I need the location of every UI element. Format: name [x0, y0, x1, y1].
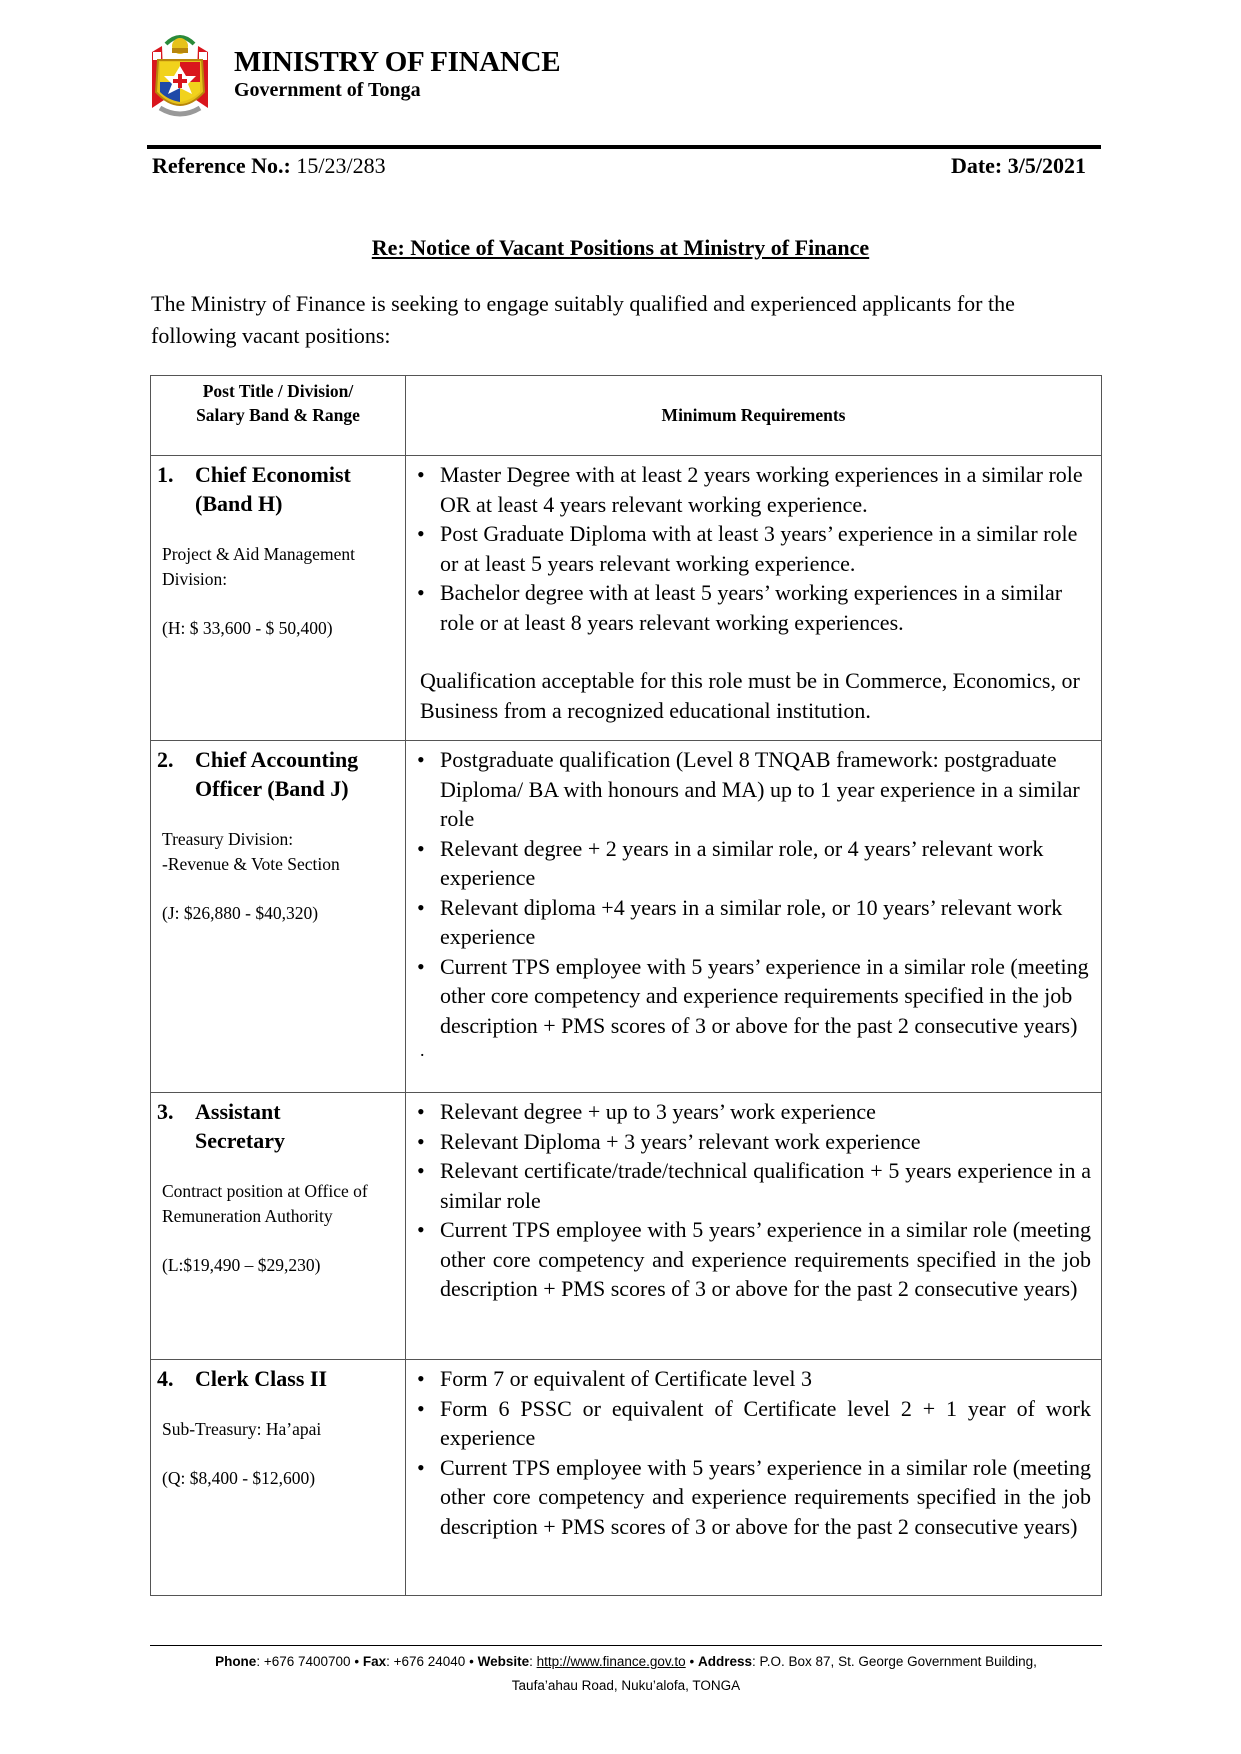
vacancies-table — [150, 375, 1102, 1596]
footer-line2: Taufa’ahau Road, Nuku’alofa, TONGA — [511, 1678, 741, 1693]
qualification-note: Qualification acceptable for this role must be in Commerce, Economics, or Business from a recognized educational institution. — [420, 668, 1080, 723]
table-row — [151, 1093, 1102, 1360]
post-salary-band: (L:$19,490 – $29,230) — [162, 1255, 321, 1275]
post-cell — [151, 1093, 406, 1360]
website-link[interactable]: http://www.finance.gov.to — [536, 1654, 686, 1669]
footer-contact — [150, 1650, 1102, 1698]
requirement-item: • Current TPS employee with 5 years’ experience in a similar role (meeting other core competency and experience requirements specified in the job description + PMS scores of 3 or above for the past 2 consecutive years) — [414, 952, 1091, 1041]
org-name: MINISTRY OF FINANCE — [234, 45, 561, 78]
reference-number — [152, 152, 386, 180]
requirement-item: • Current TPS employee with 5 years’ experience in a similar role (meeting other core competency and experience requirements specified in the job description + PMS scores of 3 or above for the past 2 consecutive years) — [414, 1215, 1091, 1304]
intro-paragraph: The Ministry of Finance is seeking to engage suitably qualified and experienced applicants for the following vacant positions: — [151, 291, 1015, 348]
address-value: P.O. Box 87, St. George Government Building, — [759, 1654, 1037, 1669]
footer-divider — [150, 1645, 1102, 1646]
post-division: Project & Aid Management Division: — [162, 544, 355, 589]
requirement-item: • Relevant degree + 2 years in a similar role, or 4 years’ relevant work experience — [414, 834, 1091, 893]
post-cell — [151, 1360, 406, 1596]
phone-label: Phone — [215, 1654, 257, 1669]
post-division: Sub-Treasury: Ha’apai — [162, 1419, 322, 1439]
separator: • — [469, 1654, 474, 1669]
requirements-cell — [406, 741, 1102, 1093]
post-division-line2: -Revenue & Vote Section — [162, 854, 340, 874]
table-row — [151, 741, 1102, 1093]
website-label: Website — [477, 1654, 530, 1669]
fax-label: Fax — [362, 1654, 387, 1669]
post-title — [157, 1364, 397, 1393]
post-number: 1. — [157, 462, 174, 487]
reference-value: 15/23/283 — [296, 153, 386, 178]
tonga-coat-of-arms-icon — [138, 30, 222, 125]
post-title — [157, 745, 397, 803]
requirement-item: • Form 6 PSSC or equivalent of Certificate level 2 + 1 year of work experience — [414, 1394, 1091, 1453]
requirement-item: • Relevant degree + up to 3 years’ work experience — [414, 1097, 1091, 1127]
reference-label: Reference No.: — [152, 153, 291, 178]
column-header-requirements: Minimum Requirements — [406, 376, 1102, 456]
fax-value: +676 24040 — [393, 1654, 466, 1669]
separator: • — [689, 1654, 695, 1669]
requirement-item: • Relevant diploma +4 years in a similar role, or 10 years’ relevant work experience — [414, 893, 1091, 952]
post-salary-band: (J: $26,880 - $40,320) — [162, 903, 319, 923]
requirement-item: • Bachelor degree with at least 5 years’ working experiences in a similar role or at least 8 years relevant working experiences. — [414, 578, 1091, 637]
document-date — [951, 152, 1086, 180]
column-header-post-line1: Post Title / Division/ — [202, 381, 354, 401]
table-row — [151, 1360, 1102, 1596]
post-division: Contract position at Office of Remuneration Authority — [162, 1181, 368, 1226]
post-title-text: Chief Accounting Officer (Band J) — [195, 747, 359, 801]
letterhead — [138, 30, 560, 125]
address-label: Address — [697, 1654, 752, 1669]
table-header-row — [151, 376, 1102, 456]
date-label: Date: — [950, 153, 1003, 178]
reference-line — [152, 152, 1086, 180]
post-salary-band: (Q: $8,400 - $12,600) — [162, 1468, 316, 1488]
phone-value: +676 7400700 — [263, 1654, 351, 1669]
requirement-item: • Relevant certificate/trade/technical qualification + 5 years experience in a similar role — [414, 1156, 1091, 1215]
org-subtitle: Government of Tonga — [234, 78, 421, 101]
separator: • — [354, 1654, 360, 1669]
post-division-line1: Treasury Division: — [162, 829, 294, 849]
post-cell — [151, 456, 406, 741]
post-number: 4. — [157, 1366, 174, 1391]
post-title — [157, 460, 397, 518]
requirement-item: • Postgraduate qualification (Level 8 TNQAB framework: postgraduate Diploma/ BA with honours and MA) up to 1 year experience in a similar role — [414, 745, 1091, 834]
requirement-item: • Master Degree with at least 2 years working experiences in a similar role OR at least 4 years relevant working experience. — [414, 460, 1091, 519]
post-title-text: Clerk Class II — [195, 1366, 328, 1391]
header-divider — [147, 145, 1101, 149]
post-cell — [151, 741, 406, 1093]
post-title — [157, 1097, 397, 1155]
column-header-post-line2: Salary Band & Range — [196, 405, 360, 425]
date-value: 3/5/2021 — [1007, 153, 1086, 178]
post-number: 2. — [157, 747, 174, 772]
requirement-item: • Current TPS employee with 5 years’ experience in a similar role (meeting other core competency and experience requirements specified in the job description + PMS scores of 3 or above for the past 2 consecutive years) — [414, 1453, 1091, 1542]
requirement-item: • Relevant Diploma + 3 years’ relevant work experience — [414, 1127, 1091, 1157]
requirements-cell — [406, 1360, 1102, 1596]
footer-line1: Phone: +676 7400700 • Fax: +676 24040 • Website: http://www.finance.gov.to • Address: P.O. Box 87, St. George Government Building, — [215, 1654, 1037, 1669]
column-header-post — [151, 376, 406, 456]
post-title-text: Assistant Secretary — [195, 1099, 285, 1153]
trailing-period: . — [420, 1040, 425, 1060]
subject-heading: Re: Notice of Vacant Positions at Ministry of Finance — [371, 235, 870, 260]
requirement-item: • Form 7 or equivalent of Certificate level 3 — [414, 1364, 1091, 1394]
requirements-cell — [406, 456, 1102, 741]
post-salary-band: (H: $ 33,600 - $ 50,400) — [162, 618, 333, 638]
post-division — [162, 827, 397, 877]
post-number: 3. — [157, 1099, 174, 1124]
post-title-text: Chief Economist (Band H) — [195, 462, 351, 516]
table-row — [151, 456, 1102, 741]
requirements-cell — [406, 1093, 1102, 1360]
requirement-item: • Post Graduate Diploma with at least 3 years’ experience in a similar role or at least 5 years relevant working experience. — [414, 519, 1091, 578]
